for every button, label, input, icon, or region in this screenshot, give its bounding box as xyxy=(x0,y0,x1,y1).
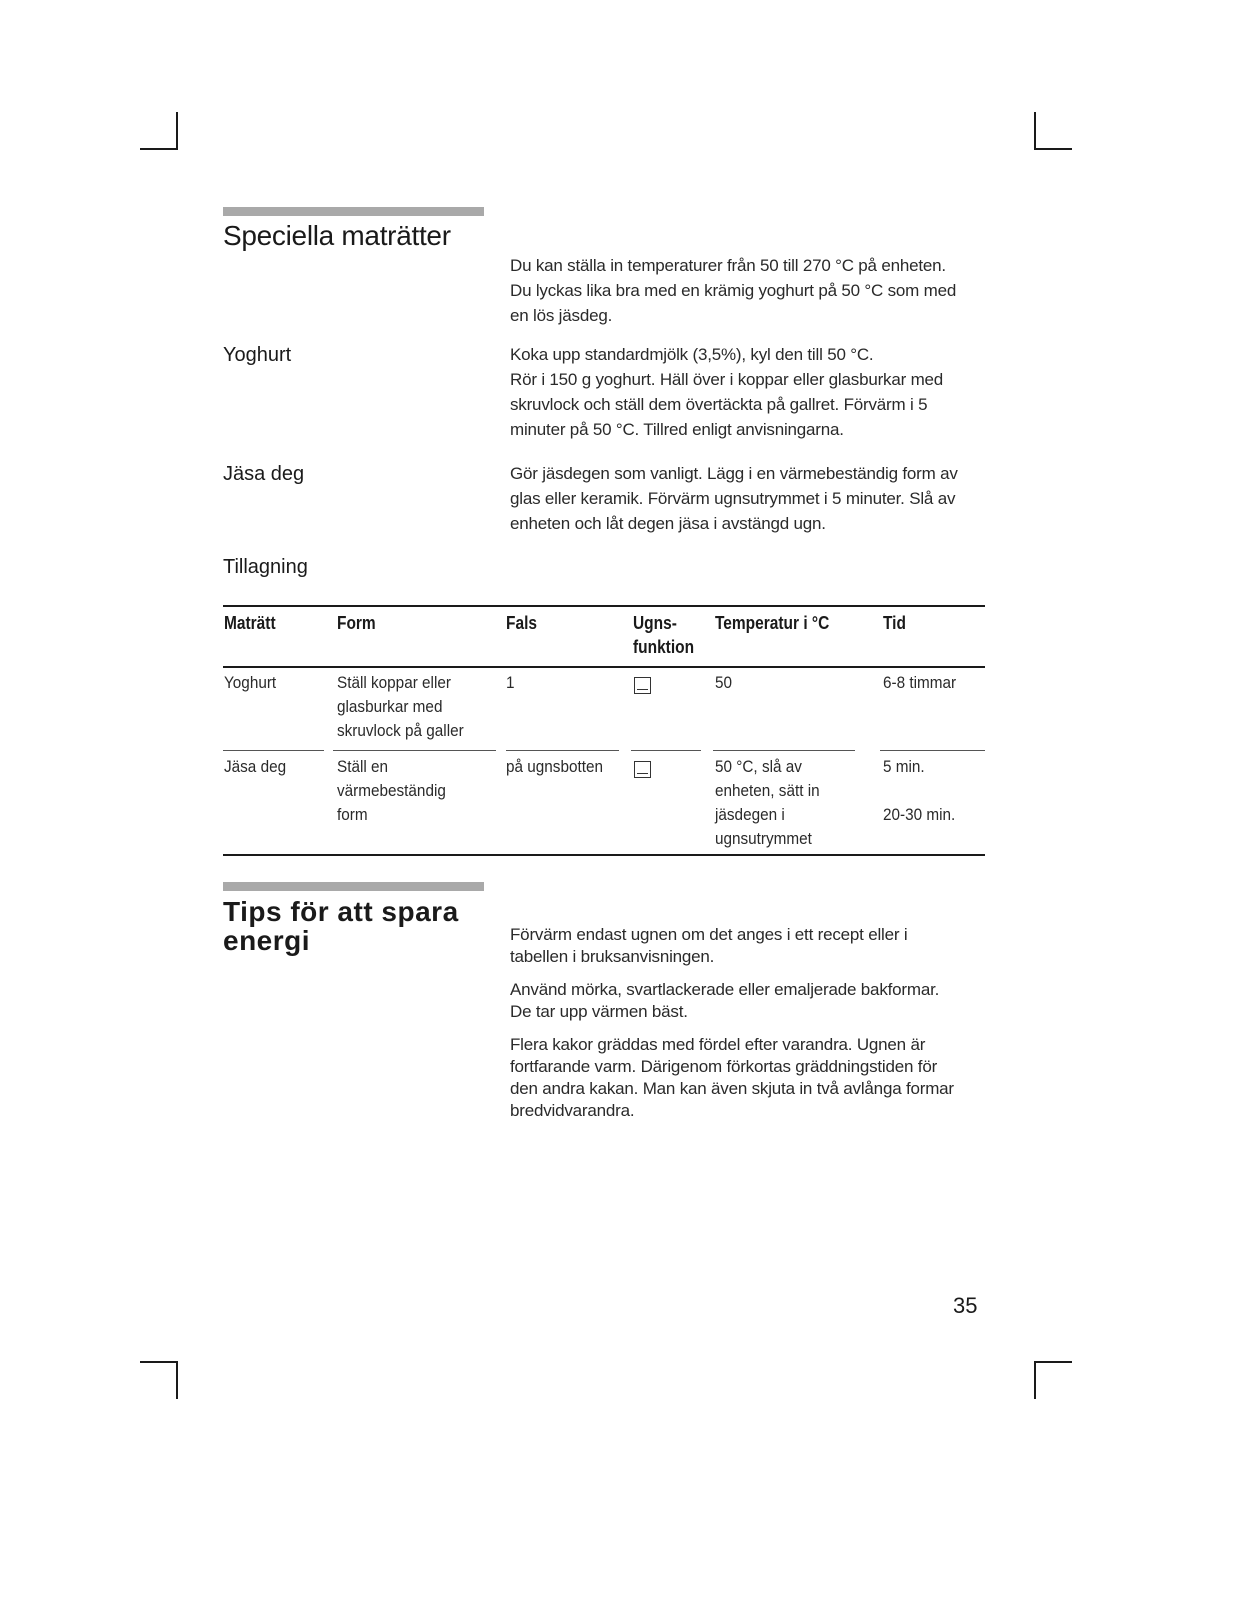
jasa-deg-text xyxy=(510,461,990,536)
page-number: 35 xyxy=(953,1293,978,1318)
tips-paragraph xyxy=(510,1034,990,1122)
row2-form-line: Ställ en xyxy=(337,757,389,776)
header-rule xyxy=(223,666,985,668)
crop-mark-top-right-v xyxy=(1034,112,1036,150)
title-line: Tips för att spara xyxy=(223,896,459,927)
section-title: Speciella maträtter xyxy=(223,220,451,251)
table-top-rule xyxy=(223,605,985,607)
header-funktion: funktion xyxy=(633,637,695,657)
row2-matratt: Jäsa deg xyxy=(224,757,287,776)
row2-tid: 20-30 min. xyxy=(883,805,956,824)
text-line: en lös jäsdeg. xyxy=(510,306,613,325)
yoghurt-text xyxy=(510,342,990,442)
section-title xyxy=(223,897,459,955)
text-line: Koka upp standardmjölk (3,5%), kyl den till 50 °C. xyxy=(510,345,874,364)
text-line: tabellen i bruksanvisningen. xyxy=(510,947,715,966)
title-line: energi xyxy=(223,925,311,956)
header-fals: Fals xyxy=(506,613,537,633)
row-divider xyxy=(713,750,855,751)
row1-tid: 6-8 timmar xyxy=(883,673,957,692)
row2-tid: 5 min. xyxy=(883,757,925,776)
crop-mark-bottom-right-v xyxy=(1034,1361,1036,1399)
crop-mark-top-left-h xyxy=(140,148,178,150)
text-line: enheten och låt degen jäsa i avstängd ugn. xyxy=(510,514,826,533)
text-line: Du kan ställa in temperaturer från 50 till 270 °C på enheten. xyxy=(510,256,946,275)
text-line: Du lyckas lika bra med en krämig yoghurt på 50 °C som med xyxy=(510,281,957,300)
row1-matratt: Yoghurt xyxy=(224,673,277,692)
text-line: skruvlock och ställ dem övertäckta på gallret. Förvärm i 5 xyxy=(510,395,928,414)
bottom-heat-icon xyxy=(634,761,651,778)
text-line: Rör i 150 g yoghurt. Häll över i koppar eller glasburkar med xyxy=(510,370,944,389)
row2-temp-line: ugnsutrymmet xyxy=(715,829,812,848)
header-matratt: Maträtt xyxy=(224,613,276,633)
header-ugns: Ugns- xyxy=(633,613,677,633)
text-line: fortfarande varm. Därigenom förkortas gräddningstiden för xyxy=(510,1057,938,1076)
tips-text xyxy=(510,924,990,1133)
text-line: Flera kakor gräddas med fördel efter varandra. Ugnen är xyxy=(510,1035,926,1054)
text-line: glas eller keramik. Förvärm ugnsutrymmet i 5 minuter. Slå av xyxy=(510,489,956,508)
row1-temp: 50 xyxy=(715,673,733,692)
crop-mark-top-right-h xyxy=(1034,148,1072,150)
tillagning-label: Tillagning xyxy=(223,556,308,578)
row1-form-line: Ställ koppar eller xyxy=(337,673,451,692)
row2-form-line: form xyxy=(337,805,368,824)
row1-form-line: glasburkar med xyxy=(337,697,443,716)
text-line: minuter på 50 °C. Tillred enligt anvisningarna. xyxy=(510,420,844,439)
row-divider xyxy=(506,750,619,751)
row-divider xyxy=(631,750,701,751)
text-line: Använd mörka, svartlackerade eller emaljerade bakformar. xyxy=(510,980,940,999)
header-temperatur: Temperatur i °C xyxy=(715,613,830,633)
row2-form-line: värmebeständig xyxy=(337,781,446,800)
crop-mark-top-left-v xyxy=(176,112,178,150)
header-tid: Tid xyxy=(883,613,906,633)
text-line: Förvärm endast ugnen om det anges i ett recept eller i xyxy=(510,925,908,944)
row-divider xyxy=(223,750,324,751)
intro-text xyxy=(510,253,990,328)
crop-mark-bottom-right-h xyxy=(1034,1361,1072,1363)
row1-fals: 1 xyxy=(506,673,515,692)
text-line: den andra kakan. Man kan även skjuta in två avlånga formar xyxy=(510,1079,954,1098)
row-divider xyxy=(333,750,496,751)
tips-paragraph xyxy=(510,924,990,968)
crop-mark-bottom-left-v xyxy=(176,1361,178,1399)
row1-form-line: skruvlock på galler xyxy=(337,721,464,740)
bottom-heat-icon xyxy=(634,677,651,694)
header-form: Form xyxy=(337,613,376,633)
jasa-deg-label: Jäsa deg xyxy=(223,463,305,485)
text-line: bredvidvarandra. xyxy=(510,1101,635,1120)
section-bar xyxy=(223,207,484,216)
crop-mark-bottom-left-h xyxy=(140,1361,178,1363)
row2-temp-line: 50 °C, slå av xyxy=(715,757,802,776)
row2-fals: på ugnsbotten xyxy=(506,757,603,776)
table-bottom-rule xyxy=(223,854,985,856)
tips-paragraph xyxy=(510,979,990,1023)
text-line: De tar upp värmen bäst. xyxy=(510,1002,688,1021)
text-line: Gör jäsdegen som vanligt. Lägg i en värmebeständig form av xyxy=(510,464,958,483)
section-bar xyxy=(223,882,484,891)
row-divider xyxy=(880,750,985,751)
row2-temp-line: enheten, sätt in xyxy=(715,781,820,800)
row2-temp-line: jäsdegen i xyxy=(715,805,785,824)
cooking-table xyxy=(223,605,985,855)
yoghurt-label: Yoghurt xyxy=(223,344,292,366)
